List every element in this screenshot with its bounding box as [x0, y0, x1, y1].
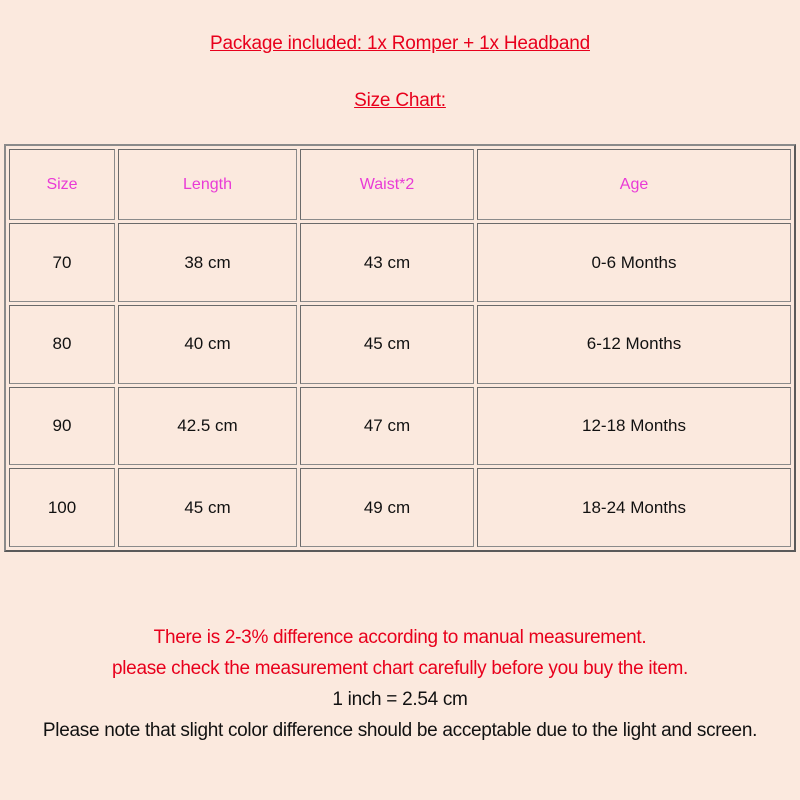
- cell-waist: 49 cm: [300, 468, 474, 547]
- package-included-heading: Package included: 1x Romper + 1x Headband: [210, 33, 590, 54]
- note-inch-conversion: 1 inch = 2.54 cm: [332, 689, 468, 710]
- header-cell-age: Age: [477, 149, 791, 220]
- cell-waist: 43 cm: [300, 223, 474, 302]
- table-header-row: [9, 149, 791, 220]
- cell-waist: 45 cm: [300, 305, 474, 384]
- table-row: [9, 223, 791, 302]
- cell-age: 18-24 Months: [477, 468, 791, 547]
- cell-length: 40 cm: [118, 305, 297, 384]
- table-row: [9, 468, 791, 547]
- table-row: [9, 387, 791, 466]
- header-cell-length: Length: [118, 149, 297, 220]
- cell-size: 70: [9, 223, 115, 302]
- size-chart-table: [4, 144, 796, 552]
- note-color-difference: Please note that slight color difference should be acceptable due to the light and screen.: [42, 720, 758, 741]
- cell-length: 45 cm: [118, 468, 297, 547]
- note-check-chart: please check the measurement chart carefully before you buy the item.: [111, 658, 688, 679]
- cell-size: 80: [9, 305, 115, 384]
- cell-size: 90: [9, 387, 115, 466]
- table-row: [9, 305, 791, 384]
- cell-age: 6-12 Months: [477, 305, 791, 384]
- measurement-notes: [0, 622, 800, 746]
- cell-length: 38 cm: [118, 223, 297, 302]
- cell-waist: 47 cm: [300, 387, 474, 466]
- cell-age: 12-18 Months: [477, 387, 791, 466]
- note-difference: There is 2-3% difference according to manual measurement.: [153, 627, 647, 648]
- cell-size: 100: [9, 468, 115, 547]
- cell-age: 0-6 Months: [477, 223, 791, 302]
- header-cell-size: Size: [9, 149, 115, 220]
- size-chart-title: Size Chart:: [354, 90, 446, 111]
- header-cell-waist: Waist*2: [300, 149, 474, 220]
- cell-length: 42.5 cm: [118, 387, 297, 466]
